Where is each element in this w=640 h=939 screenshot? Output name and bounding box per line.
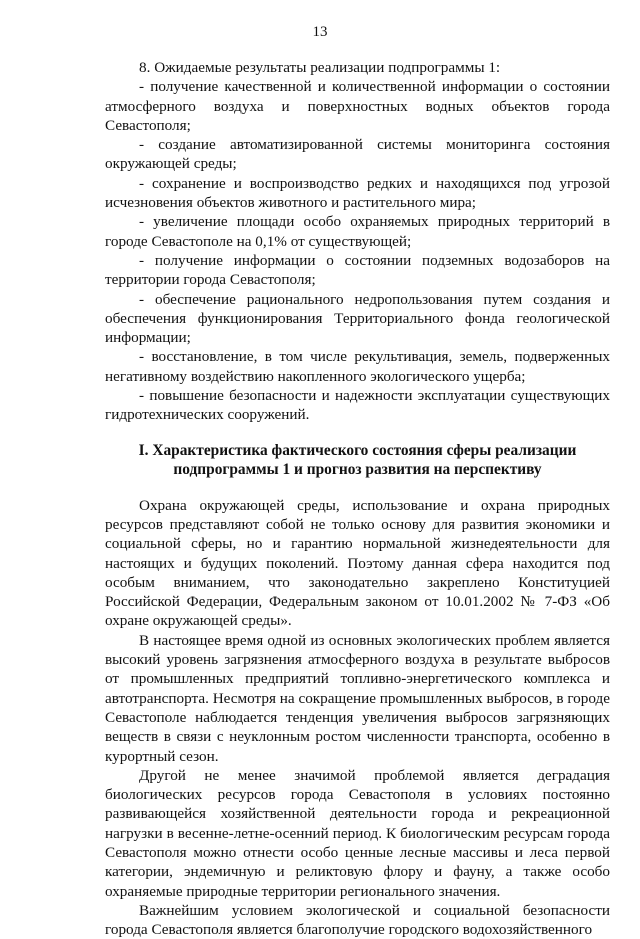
- results-item: - получение качественной и количественной информации о состоянии атмосферного воздуха и поверхностных водных объектов города Севастополя;: [105, 78, 610, 134]
- results-item: - обеспечение рационального недропользования путем создания и обеспечения функционирования Территориального фонда геологической информации;: [105, 290, 610, 347]
- page-number: 13: [312, 24, 328, 40]
- results-item: - получение информации о состоянии подземных водозаборов на территории города Севастополя;: [105, 251, 610, 289]
- results-item: - создание автоматизированной системы мониторинга состояния окружающей среды;: [105, 136, 610, 173]
- section-body: [105, 496, 610, 939]
- expected-results-block: [105, 58, 610, 425]
- results-item: - увеличение площади особо охраняемых природных территорий в городе Севастополе на 0,1% от существующей;: [105, 213, 610, 250]
- section-heading: [105, 441, 610, 480]
- results-item: - сохранение и воспроизводство редких и находящихся под угрозой исчезновения объектов животного и растительного мира;: [105, 174, 610, 212]
- body-paragraph: Другой не менее значимой проблемой является деградация биологических ресурсов города Севастополя в условиях постоянно развивающейся хозяйственной деятельности города и рекреационной нагрузки в весенне-летне-осенний период. К биологическим ресурсам города Севастополя можно отнести особо ценные лесные массивы и леса первой категории, эндемичную и реликтовую флору и фауну, а также особо охраняемые природные территории регионального значения.: [105, 766, 610, 900]
- body-paragraph: Важнейшим условием экологической и социальной безопасности города Севастополя является благополучие городского водохозяйственного: [105, 901, 610, 939]
- results-item: - повышение безопасности и надежности эксплуатации существующих гидротехнических сооружений.: [105, 387, 610, 424]
- section-heading-line: подпрограммы 1 и прогноз развития на перспективу: [173, 461, 542, 479]
- body-paragraph: В настоящее время одной из основных экологических проблем является высокий уровень загрязнения атмосферного воздуха в результате выбросов от промышленных предприятий топливно-энергетического комплекса и автотранспорта. Несмотря на сокращение промышленных выбросов, в городе Севастополе наблюдается тенденция увеличения выбросов загрязняющих веществ в связи с неуклонным ростом численности транспорта, особенно в курортный сезон.: [105, 631, 610, 765]
- results-item: - восстановление, в том числе рекультивация, земель, подверженных негативному воздействию накопленного экологического ущерба;: [105, 348, 610, 385]
- results-heading: 8. Ожидаемые результаты реализации подпрограммы 1:: [139, 59, 501, 76]
- document-body: [105, 58, 610, 939]
- body-paragraph: Охрана окружающей среды, использование и охрана природных ресурсов представляют собой не только основу для развития экономики и социальной сферы, но и гарантию нормальной жизнедеятельности для настоящих и будущих поколений. Поэтому данная сфера находится под особым вниманием, что законодательно закреплено Конституцией Российской Федерации, Федеральным законом от 10.01.2002 № 7-ФЗ «Об охране окружающей среды».: [105, 496, 610, 630]
- section-heading-line: I. Характеристика фактического состояния сферы реализации: [138, 441, 577, 459]
